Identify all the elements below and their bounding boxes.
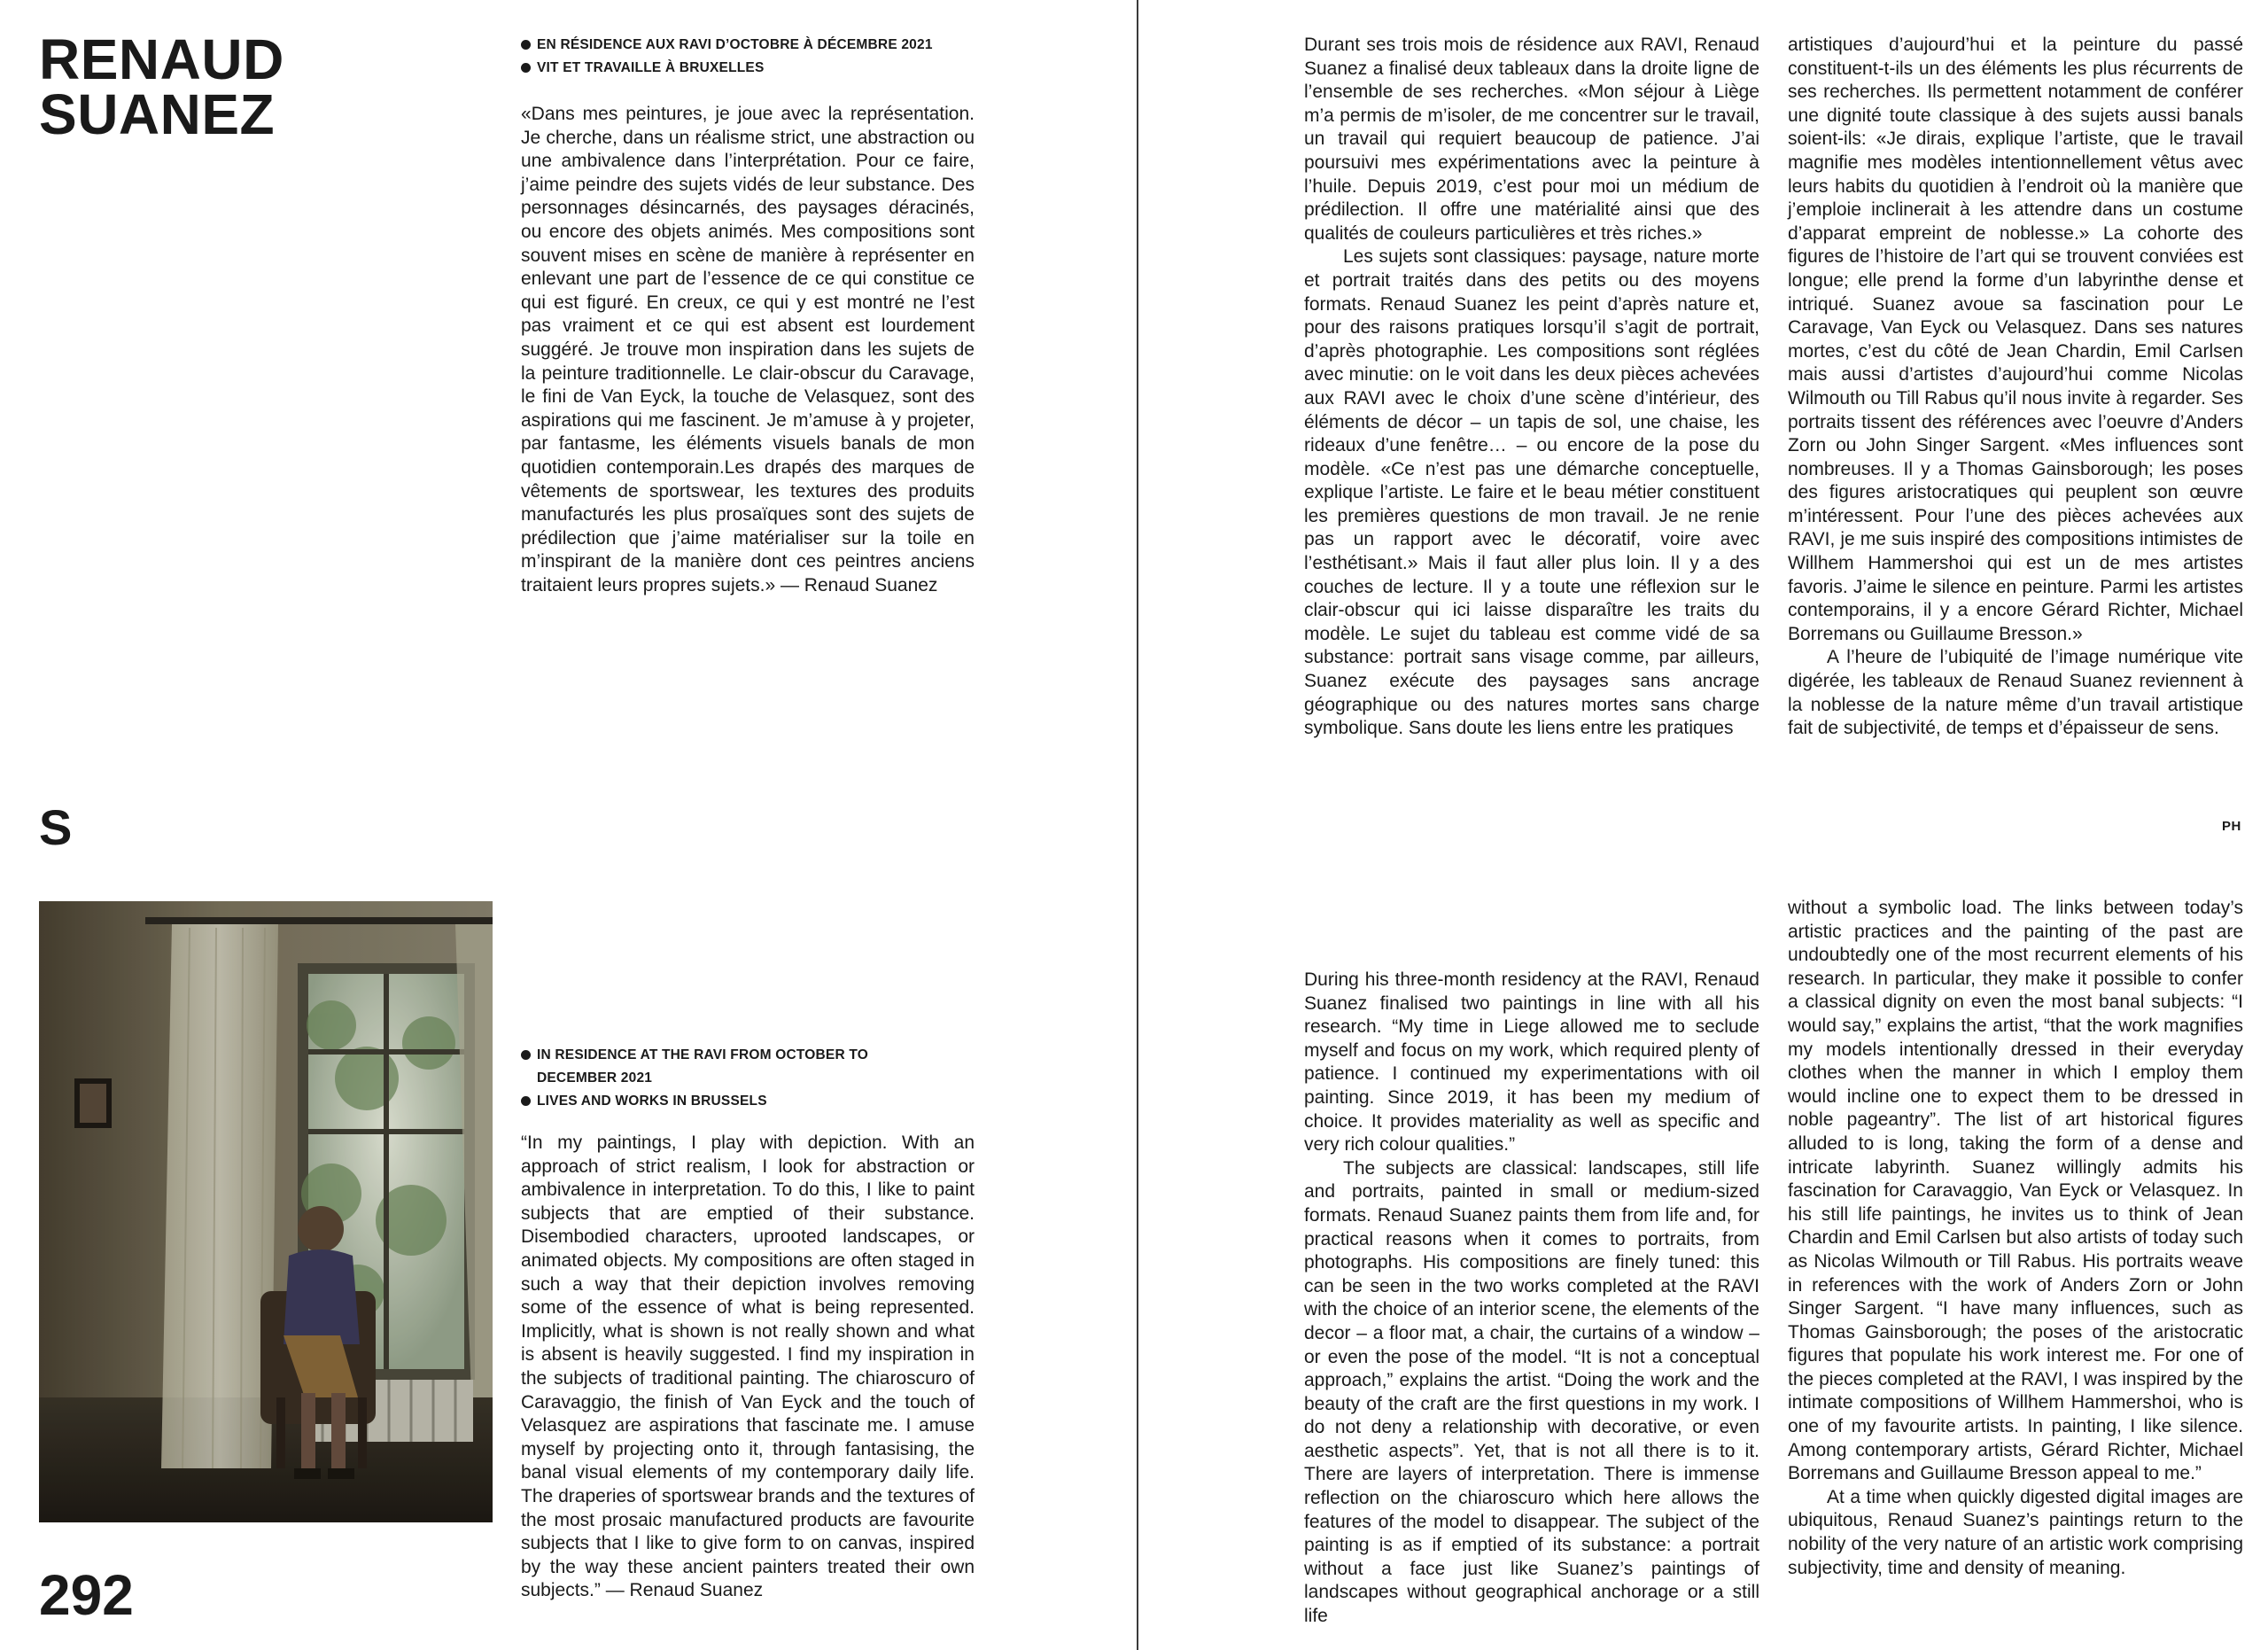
en-meta-list <box>521 1044 982 1113</box>
artist-name <box>39 27 284 146</box>
author-initials: PH <box>2222 819 2241 834</box>
bullet-icon <box>521 1096 531 1106</box>
fr-essay-paragraph: A l’heure de l’ubiquité de l’image numérique vite digérée, les tableaux de Renaud Suanez reviennent à la noblesse de la nature même d’un travail artistique fait de subjectivité, de temps et d’épaisseur de sens. <box>1788 647 2243 739</box>
en-essay-column-1 <box>1304 969 1759 1629</box>
book-spine <box>1137 0 1138 1650</box>
fr-essay-paragraph: artistiques d’aujourd’hui et la peinture du passé constituent-t-ils un des éléments les plus récurrents de ses recherches. Ils permettent notamment de conférer une dignité toute classique à des sujets aussi banals soient-ils: «Je dirais, explique l’artiste, que le travail magnifie mes modèles intentionnellement vêtus avec leurs habits du quotidien à l’endroit où la manière que j’emploie inclinerait à les attendre dans un costume d’apparat empreint de noblesse.» La cohorte des figures de l’histoire de l’art qui se trouvent conviées est longue; elle prend la forme d’un labyrinthe dense et intriqué. Suanez avoue sa fascination pour Le Caravage, Van Eyck ou Velasquez. Dans ses natures mortes, c’est du côté de Jean Chardin, Emil Carlsen mais aussi d’artistes d’aujourd’hui comme Nicolas Wilmouth ou Till Rabus qu’il nous invite à regarder. Ses portraits tissent des références avec l’oeuvre d’Anders Zorn ou John Singer Sargent. «Mes influences sont nombreuses. Il y a Thomas Gainsborough; les poses des figures aristocratiques qui peuplent son œuvre m’intéressent. Pour l’une des pièces achevées aux RAVI, je me suis inspiré des compositions intimistes de Willhem Hammershoi qui est un de mes artistes favoris. J’aime le silence en peinture. Parmi les artistes contemporains, il y a encore Gérard Richter, Michael Borremans ou Guillaume Bresson.» <box>1788 35 2243 644</box>
fr-quote-text: «Dans mes peintures, je joue avec la représentation. Je cherche, dans un réalisme strict, une abstraction ou une ambivalence dans l’interprétation. Pour ce faire, j’aime peindre des sujets vidés de leur substance. Des personnages désincarnés, des paysages déracinés, ou encore des objets animés. Mes compositions sont souvent mises en scène de manière à représenter en enlevant une part de l’essence de ce qui constitue ce qui est figuré. En creux, ce qui y est montré ne l’est pas vraiment et ce qui est absent est lourdement suggéré. Je trouve mon inspiration dans les sujets de la peinture traditionnelle. Le clair-obscur du Caravage, le fini de Van Eyck, la touche de Velasquez, sont des aspirations qui me fascinent. Je m’amuse à y projeter, par fantasme, les éléments visuels banals de mon quotidien contemporain.Les drapés des marques de vêtements de sportswear, les textures des produits manufacturés les plus prosaïques sont des sujets de prédilection que j’aime matérialiser sur la toile en m’inspirant de la manière dont ces peintres anciens traitaient leurs propres sujets.» — Renaud Suanez <box>521 104 975 595</box>
artist-name-line2: SUANEZ <box>39 82 276 146</box>
fr-meta-list <box>521 34 982 80</box>
fr-essay-column-1 <box>1304 34 1759 741</box>
en-essay-paragraph: The subjects are classical: landscapes, still life and portraits, painted in small or medium-sized formats. Renaud Suanez paints them from life and, for practical reasons when it comes to portraits, from photographs. His compositions are finely tuned: this can be seen in the two works completed at the RAVI with the choice of an interior scene, the elements of the decor – a floor mat, a chair, the curtains of a window – or even the pose of the model. “It is not a conceptual approach,” explains the artist. “Doing the work and the beauty of the craft are the first questions in my work. I do not deny a relationship with decorative, or even aesthetic aspects”. Yet, that is not all there is to it. There are layers of interpretation. There is immense reflection on the chiaroscuro which here allows the features of the model to disappear. The subject of the painting is as if emptied of its substance: a portrait without a face just like Suanez’s paintings of landscapes without geographical anchorage or a still life <box>1304 1157 1759 1627</box>
artist-studio-photo-image <box>39 901 493 1522</box>
fr-meta-residence: EN RÉSIDENCE AUX RAVI D’OCTOBRE À DÉCEMBRE 2021 <box>521 34 982 57</box>
en-essay-paragraph: At a time when quickly digested digital images are ubiquitous, Renaud Suanez’s paintings return to the nobility of the very nature of an artistic work comprising subjectivity, time and density of meaning. <box>1788 1486 2243 1578</box>
bullet-icon <box>521 40 531 50</box>
en-essay-paragraph: During his three-month residency at the RAVI, Renaud Suanez finalised two paintings in line with all his research. “My time in Liege allowed me to seclude myself and focus on my work, which required plenty of patience. I continued my experimentations with oil painting. Since 2019, it has been my medium of choice. It provides materiality as well as specific and very rich colour qualities.” <box>1304 969 1759 1156</box>
fr-essay-paragraph: Durant ses trois mois de résidence aux RAVI, Renaud Suanez a finalisé deux tableaux dans la droite ligne de l’ensemble de ses recherches. «Mon séjour à Liège m’a permis de m’isoler, de me concentrer sur le travail, un travail qui requiert beaucoup de patience. J’ai poursuivi mes expérimentations avec la peinture à l’huile. Depuis 2019, c’est pour moi un médium de prédilection. Il offre une matérialité ainsi que des qualités de couleurs particulières et très riches.» <box>1304 35 1759 244</box>
fr-essay-column-2 <box>1788 34 2243 741</box>
fr-artist-quote <box>521 103 975 597</box>
artist-name-line1: RENAUD <box>39 27 284 91</box>
bullet-icon <box>521 63 531 73</box>
fr-essay-paragraph: Les sujets sont classiques: paysage, nature morte et portrait traités dans des petits ou des moyens formats. Renaud Suanez les peint d’après nature et, pour des raisons pratiques lorsqu’il s’agit de portrait, d’après photographie. Les compositions sont réglées avec minutie: on le voit dans les deux pièces achevées aux RAVI avec le choix d’une scène d’intérieur, des éléments de décor – un tapis de sol, une chaise, les rideaux d’une fenêtre… – ou encore de la pose du modèle. «Ce n’est pas une démarche conceptuelle, explique l’artiste. Le faire et le beau métier constituent les premières questions de mon travail. Je ne renie pas un rapport avec le décoratif, voire avec l’esthétisant.» Mais il faut aller plus loin. Il y a des couches de lecture. Il y a toute une réflexion sur le clair-obscur qui ici laisse disparaître les traits du modèle. Le sujet du tableau est comme vidé de sa substance: portrait sans visage comme, par ailleurs, Suanez exécute des paysages sans ancrage géographique ou des natures mortes sans charge symbolique. Sans doute les liens entre les pratiques <box>1304 246 1759 739</box>
en-artist-quote <box>521 1132 975 1603</box>
fr-meta-lives: VIT ET TRAVAILLE À BRUXELLES <box>521 57 982 80</box>
section-letter: S <box>39 799 73 855</box>
en-meta-lives: LIVES AND WORKS IN BRUSSELS <box>521 1090 982 1113</box>
artist-photo <box>39 901 493 1522</box>
en-meta-residence: IN RESIDENCE AT THE RAVI FROM OCTOBER TO DECEMBER 2021 <box>521 1044 982 1090</box>
page-number: 292 <box>39 1563 134 1627</box>
en-quote-text: “In my paintings, I play with depiction. With an approach of strict realism, I look for abstraction or ambivalence in interpretation. To do this, I like to paint subjects that are emptied of their substance. Disembodied characters, uprooted landscapes, or animated objects. My compositions are often staged in such a way that their depiction involves removing some of the essence of what is being represented. Implicitly, what is shown is not really shown and what is absent is heavily suggested. I find my inspiration in the subjects of traditional painting. The chiaroscuro of Caravaggio, the finish of Van Eyck and the touch of Velasquez are aspirations that fascinate me. I amuse myself by projecting onto it, through fantasising, the banal visual elements of my contemporary daily life. The draperies of sportswear brands and the textures of the most prosaic manufactured products are favourite subjects that I like to give form to on canvas, inspired by the way these ancient painters treated their own subjects.” — Renaud Suanez <box>521 1132 975 1601</box>
en-essay-paragraph: without a symbolic load. The links between today’s artistic practices and the painting of the past are undoubtedly one of the most recurrent elements of his research. In particular, they make it possible to confer a classical dignity on even the most banal subjects: “I would say,” explains the artist, “that the work magnifies my models intentionally dressed in their everyday clothes when the manner in which I employ them would incline one to expect them to be dressed in noble pageantry”. The list of art historical figures alluded to is long, taking the form of a dense and intricate labyrinth. Suanez willingly admits his fascination for Caravaggio, Van Eyck or Velasquez. In his still life paintings, he invites us to think of Jean Chardin and Emil Carlsen but also artists of today such as Nicolas Wilmouth or Till Rabus. His portraits weave in references with the work of Anders Zorn or John Singer Sargent. “I have many influences, such as Thomas Gainsborough; the poses of the aristocratic figures that populate his work interest me. For one of the pieces completed at the RAVI, I was inspired by the intimate compositions of Willhem Hammershoi, who is one of my favourite artists. In painting, I like silence. Among contemporary artists, Gérard Richter, Michael Borremans and Guillaume Bresson appeal to me.” <box>1788 898 2243 1484</box>
bullet-icon <box>521 1050 531 1060</box>
en-essay-column-2 <box>1788 897 2243 1580</box>
